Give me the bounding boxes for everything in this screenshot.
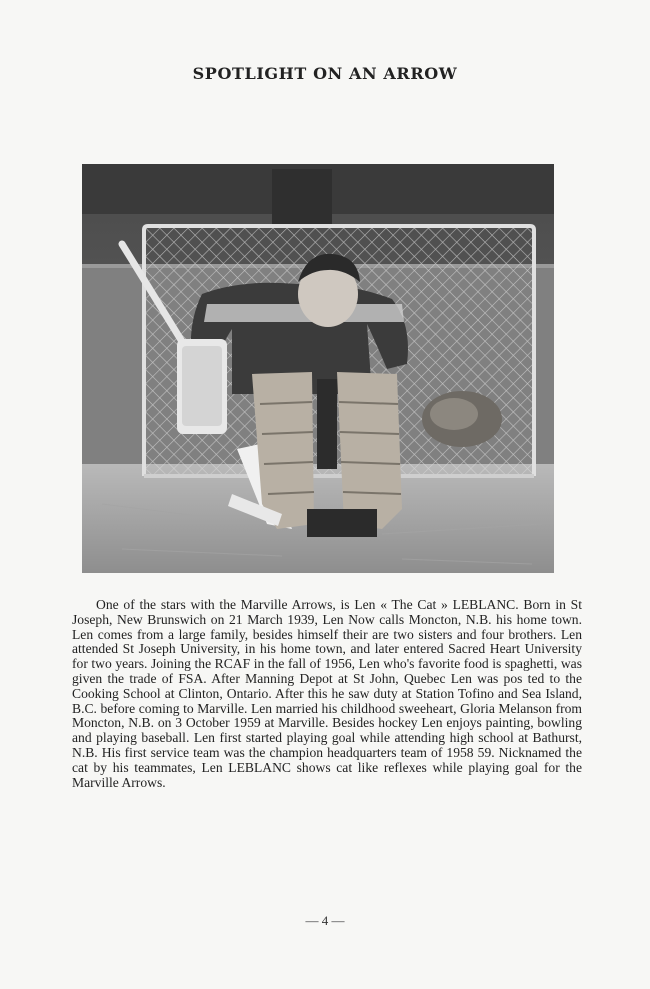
goalie-photo [82,164,554,573]
page-number: — 4 — [305,913,345,928]
page-title: SPOTLIGHT ON AN ARROW [192,64,458,83]
article-body: One of the stars with the Marville Arrows, is Len « The Cat » LEBLANC. Born in St Joseph, New Brunswich on 21 March 1939, Len Now calls Moncton, N.B. his home town. Len comes from a large family, besides himself their are two sisters and four brothers. Len attended St Joseph University, in his home town, and later entered Sacred Heart University for two years. Joining the RCAF in the fall of 1956, Len who's favorite food is spaghetti, was given the trade of FSA. After Manning Depot at St John, Quebec Len was pos ted to the Cooking School at Clinton, Ontario. After this he saw duty at Station Tofino and Sea Island, B.C. before coming to Marville. Len married his childhood sweeheart, Gloria Melanson from Moncton, N.B. on 3 October 1959 at Marville. Besides hockey Len enjoys painting, bowling and playing baseball. Len first started playing goal while attending high school at Bathurst, N.B. His first service team was the champion headquarters team of 1958 59. Nicknamed the cat by his teammates, Len LEBLANC shows cat like reflexes while playing goal for the Marville Arrows. [72,597,582,790]
